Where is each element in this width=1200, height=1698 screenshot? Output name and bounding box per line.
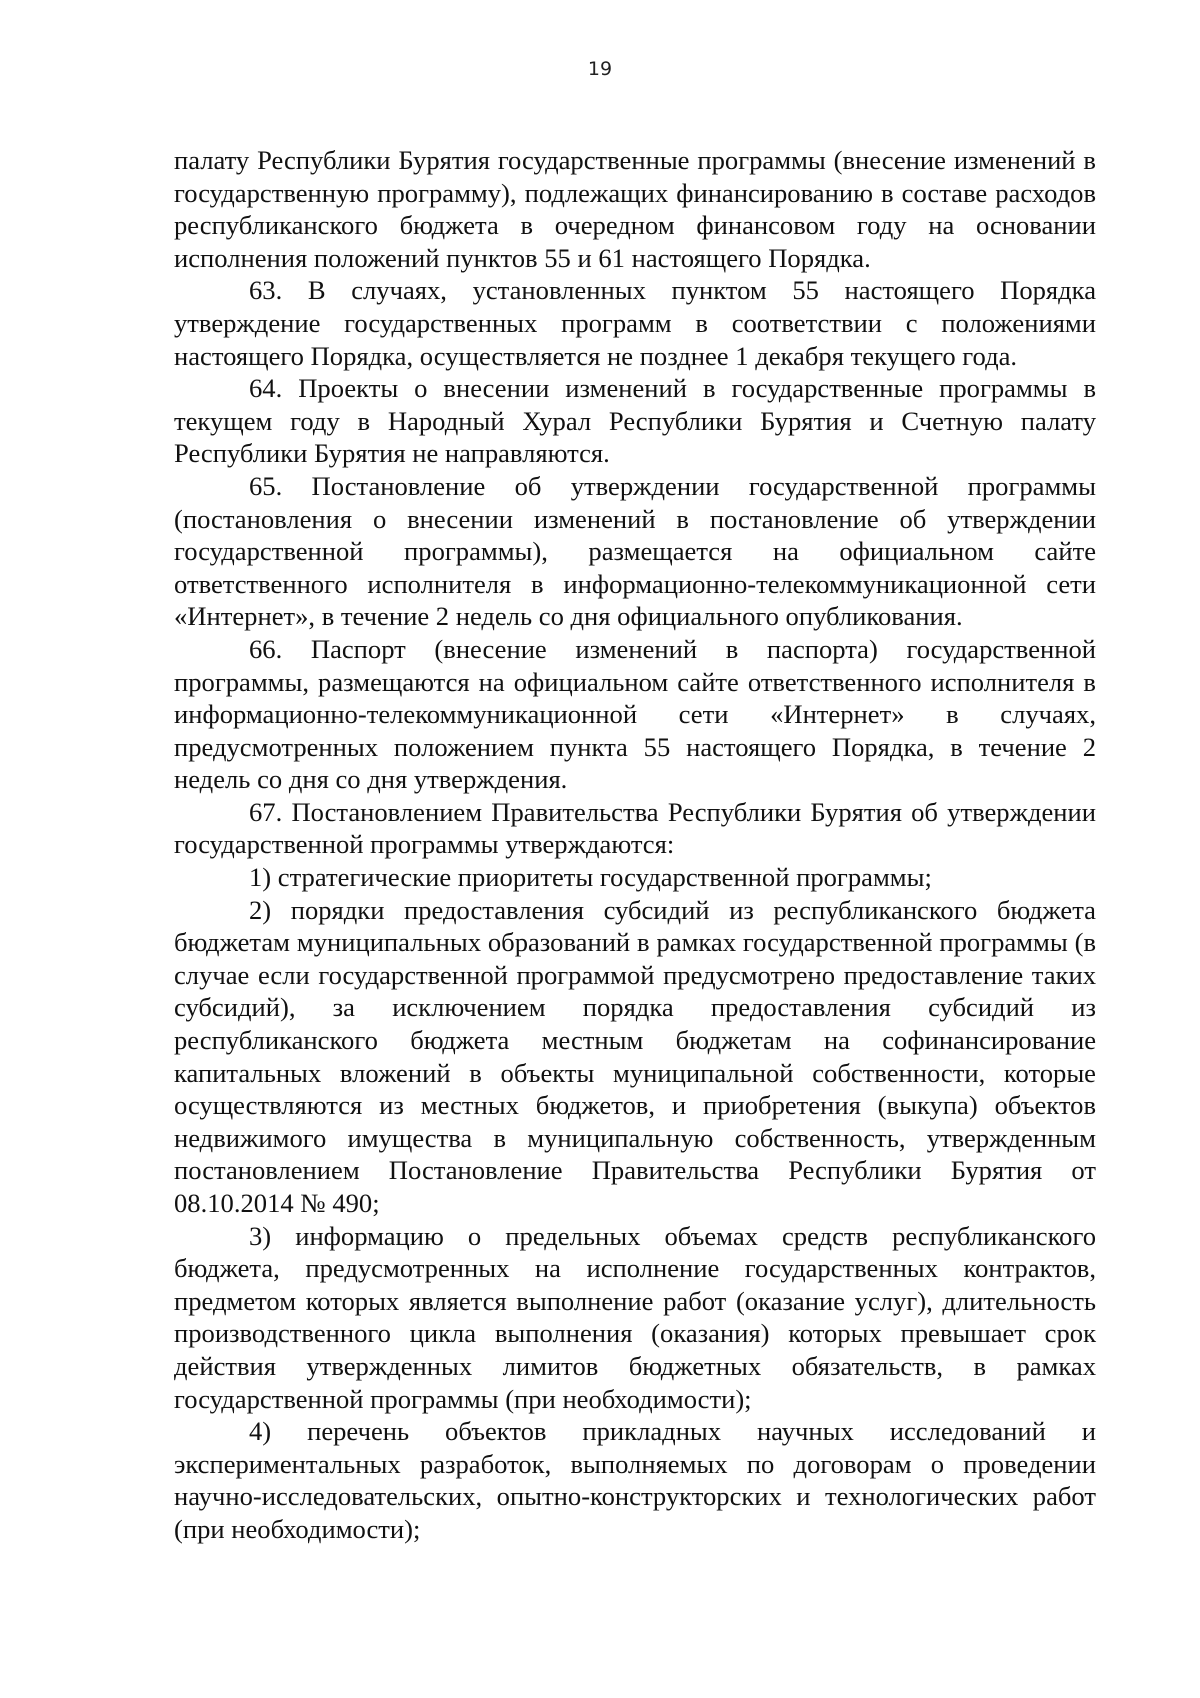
list-item-1: 1) стратегические приоритеты государственной программы; bbox=[249, 862, 932, 893]
paragraph-item-64: 64. Проекты о внесении изменений в государственные программы в текущем году в Народный Хурал Республики Бурятия и Счетную палату Республики Бурятия не направляются. bbox=[174, 373, 1096, 469]
paragraph-continuation: палату Республики Бурятия государственные программы (внесение изменений в государственную программу), подлежащих финансированию в составе расходов республиканского бюджета в очередном финансовом году на основании исполнения положений пунктов 55 и 61 настоящего Порядка. bbox=[174, 145, 1096, 273]
paragraph-item-66: 66. Паспорт (внесение изменений в паспорта) государственной программы, размещаются на официальном сайте ответственного исполнителя в информационно-телекоммуникационной сети «Интернет» в случаях, предусмотренных положением пункта 55 настоящего Порядка, в течение 2 недель со дня со дня утверждения. bbox=[174, 633, 1096, 795]
paragraph-item-67: 67. Постановлением Правительства Республики Бурятия об утверждении государственной программы утверждаются: bbox=[174, 796, 1096, 860]
list-item-2: 2) порядки предоставления субсидий из республиканского бюджета бюджетам муниципальных образований в рамках государственной программы (в случае если государственной программой предусмотрено предоставление таких субсидий), за исключением порядка предоставления субсидий из республиканского бюджета местным бюджетам на софинансирование капитальных вложений в объекты муниципальной собственности, которые осуществляются из местных бюджетов, и приобретения (выкупа) объектов недвижимого имущества в муниципальную собственность, утвержденным постановлением Постановление Правительства Республики Бурятия от 08.10.2014 № 490; bbox=[174, 894, 1096, 1218]
list-item-4: 4) перечень объектов прикладных научных исследований и экспериментальных разработок, выполняемых по договорам о проведении научно-исследовательских, опытно-конструкторских и технологических работ (при необходимости); bbox=[174, 1416, 1096, 1544]
page-number: 19 bbox=[587, 58, 613, 80]
list-item-3: 3) информацию о предельных объемах средств республиканского бюджета, предусмотренных на исполнение государственных контрактов, предметом которых является выполнение работ (оказание услуг), длительность производственного цикла выполнения (оказания) которых превышает срок действия утвержденных лимитов бюджетных обязательств, в рамках государственной программы (при необходимости); bbox=[174, 1220, 1096, 1414]
document-body bbox=[174, 144, 1096, 1546]
paragraph-item-65: 65. Постановление об утверждении государственной программы (постановления о внесении изменений в постановление об утверждении государственной программы), размещается на официальном сайте ответственного исполнителя в информационно-телекоммуникационной сети «Интернет», в течение 2 недель со дня официального опубликования. bbox=[174, 470, 1096, 632]
paragraph-item-63: 63. В случаях, установленных пунктом 55 настоящего Порядка утверждение государственных программ в соответствии с положениями настоящего Порядка, осуществляется не позднее 1 декабря текущего года. bbox=[174, 275, 1096, 371]
